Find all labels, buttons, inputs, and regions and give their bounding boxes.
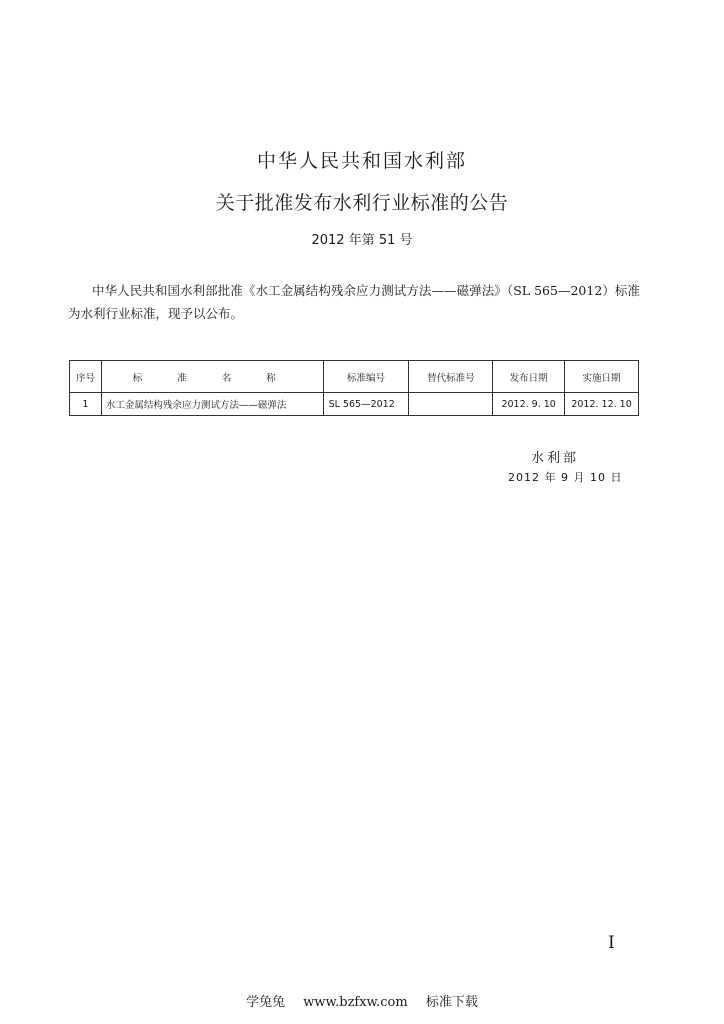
cell-standard-name: 水工金属结构残余应力测试方法——磁弹法 xyxy=(101,393,323,416)
column-header-code: 标准编号 xyxy=(323,361,409,393)
column-header-publish-date: 发布日期 xyxy=(493,361,565,393)
column-header-name: 标 准 名 称 xyxy=(101,361,323,393)
cell-implement-date: 2012. 12. 10 xyxy=(565,393,639,416)
issuer-signature: 水利部 xyxy=(531,451,580,466)
column-header-implement-date: 实施日期 xyxy=(565,361,639,393)
footer-watermark-text: 学兔兔 www.bzfxw.com 标准下载 xyxy=(246,995,478,1010)
page-number: I xyxy=(608,933,615,953)
issue-date: 2012 年 9 月 10 日 xyxy=(508,471,623,484)
document-number: 2012 年第 51 号 xyxy=(311,233,413,248)
notice-title: 关于批准发布水利行业标准的公告 xyxy=(215,192,509,214)
table-header-row xyxy=(70,361,639,393)
cell-seq: 1 xyxy=(70,393,102,416)
column-header-seq: 序号 xyxy=(70,361,102,393)
column-header-replaced: 替代标准号 xyxy=(409,361,493,393)
cell-standard-code: SL 565—2012 xyxy=(323,393,409,416)
table-row xyxy=(70,393,639,416)
cell-publish-date: 2012. 9. 10 xyxy=(493,393,565,416)
announcement-paragraph: 中华人民共和国水利部批准《水工金属结构残余应力测试方法——磁弹法》（SL 565—2012）标准为水利行业标准，现予以公布。 xyxy=(68,283,640,321)
issuing-authority-title: 中华人民共和国水利部 xyxy=(256,150,467,172)
standards-table xyxy=(69,360,639,416)
cell-replaced-code xyxy=(409,393,493,416)
